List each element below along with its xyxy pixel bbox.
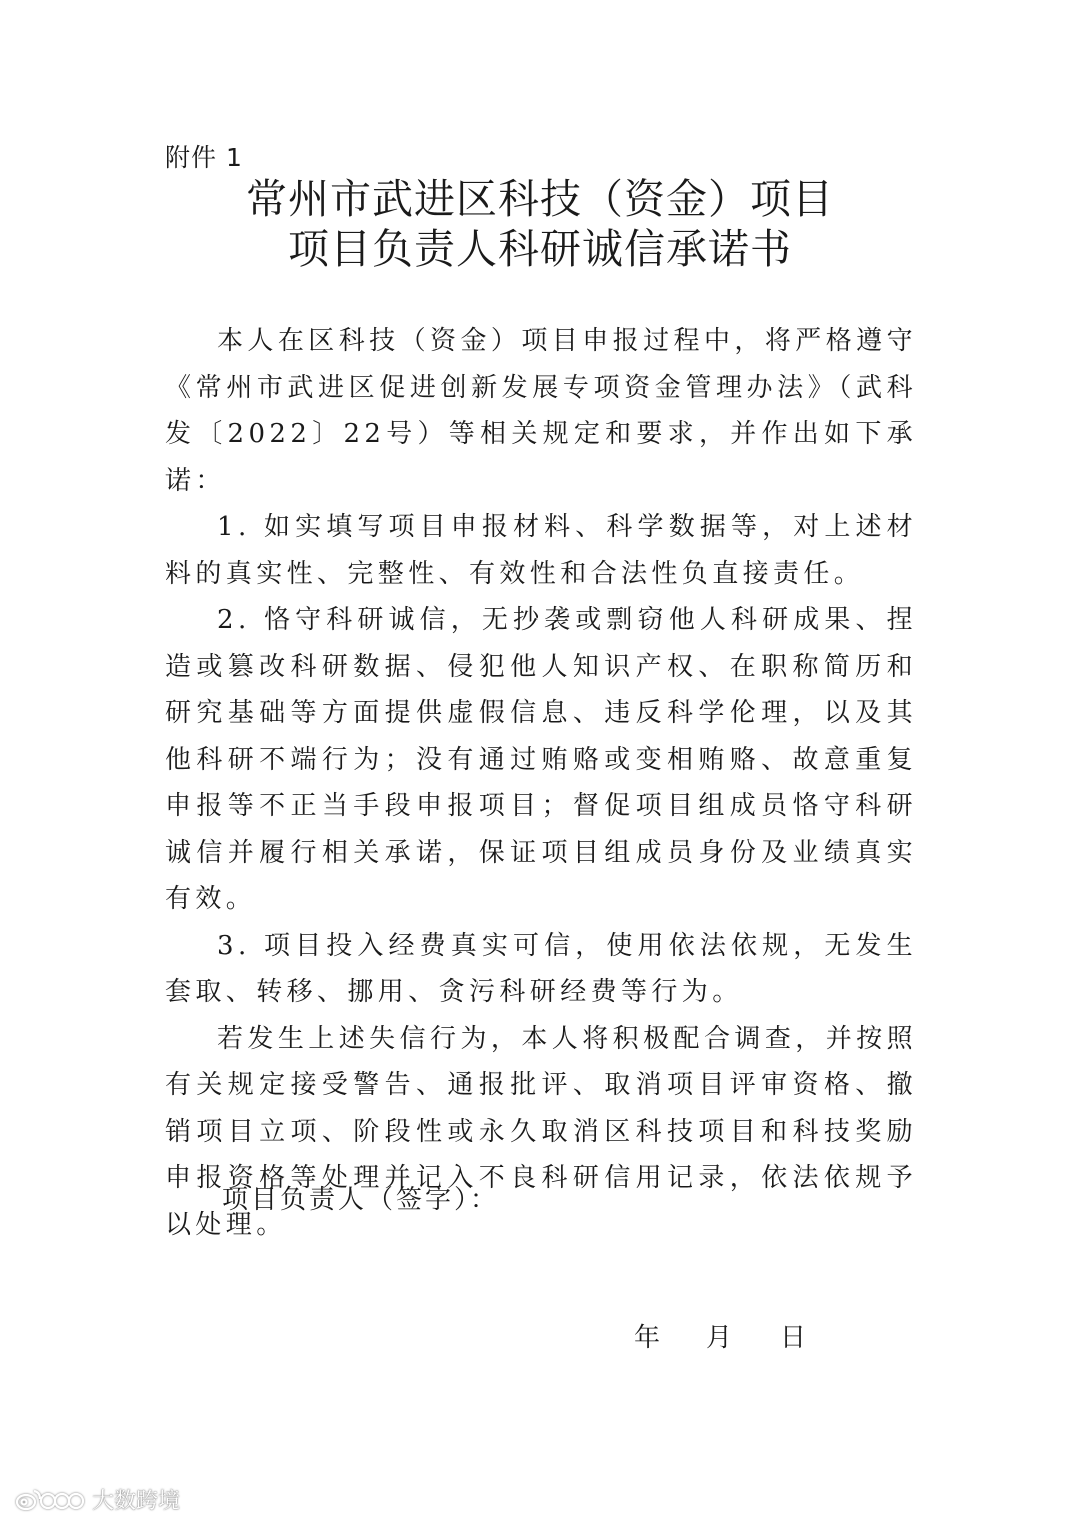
paragraph-consequences: 若发生上述失信行为，本人将积极配合调查，并按照有关规定接受警告、通报批评、取消项目评审资格、撤销项目立项、阶段性或永久取消区科技项目和科技奖励申报资格等处理并记入不良科研信用记录，依法依规予以处理。 bbox=[165, 1023, 917, 1240]
document-title-line-2: 项目负责人科研诚信承诺书 bbox=[288, 225, 792, 273]
date-day-label: 日 bbox=[780, 1323, 807, 1353]
watermark bbox=[14, 1484, 180, 1515]
watermark-text: 大数跨境 bbox=[92, 1489, 181, 1514]
weibo-style-logo-icon bbox=[14, 1487, 86, 1513]
document-body bbox=[165, 318, 917, 1248]
paragraph-commitment-2: 2. 恪守科研诚信，无抄袭或剽窃他人科研成果、捏造或篡改科研数据、侵犯他人知识产权、在职称简历和研究基础等方面提供虚假信息、违反科学伦理，以及其他科研不端行为；没有通过贿赂或变相贿赂、故意重复申报等不正当手段申报项目；督促项目组成员恪守科研诚信并履行相关承诺，保证项目组成员身份及业绩真实有效。 bbox=[165, 605, 917, 914]
signature-label: 项目负责人（签字）： bbox=[222, 1185, 500, 1215]
paragraph-commitment-3: 3. 项目投入经费真实可信，使用依法依规，无发生套取、转移、挪用、贪污科研经费等行为。 bbox=[165, 930, 917, 1007]
date-year-label: 年 bbox=[634, 1323, 661, 1353]
document-title-line-1: 常州市武进区科技（资金）项目 bbox=[246, 175, 834, 223]
paragraph-commitment-1: 1. 如实填写项目申报材料、科学数据等，对上述材料的真实性、完整性、有效性和合法性负直接责任。 bbox=[165, 512, 917, 589]
paragraph-intro: 本人在区科技（资金）项目申报过程中，将严格遵守《常州市武进区促进创新发展专项资金管理办法》（武科发〔2022〕22号）等相关规定和要求，并作出如下承诺： bbox=[165, 326, 917, 496]
date-month-label: 月 bbox=[706, 1323, 733, 1353]
attachment-label: 附件 1 bbox=[165, 143, 243, 172]
